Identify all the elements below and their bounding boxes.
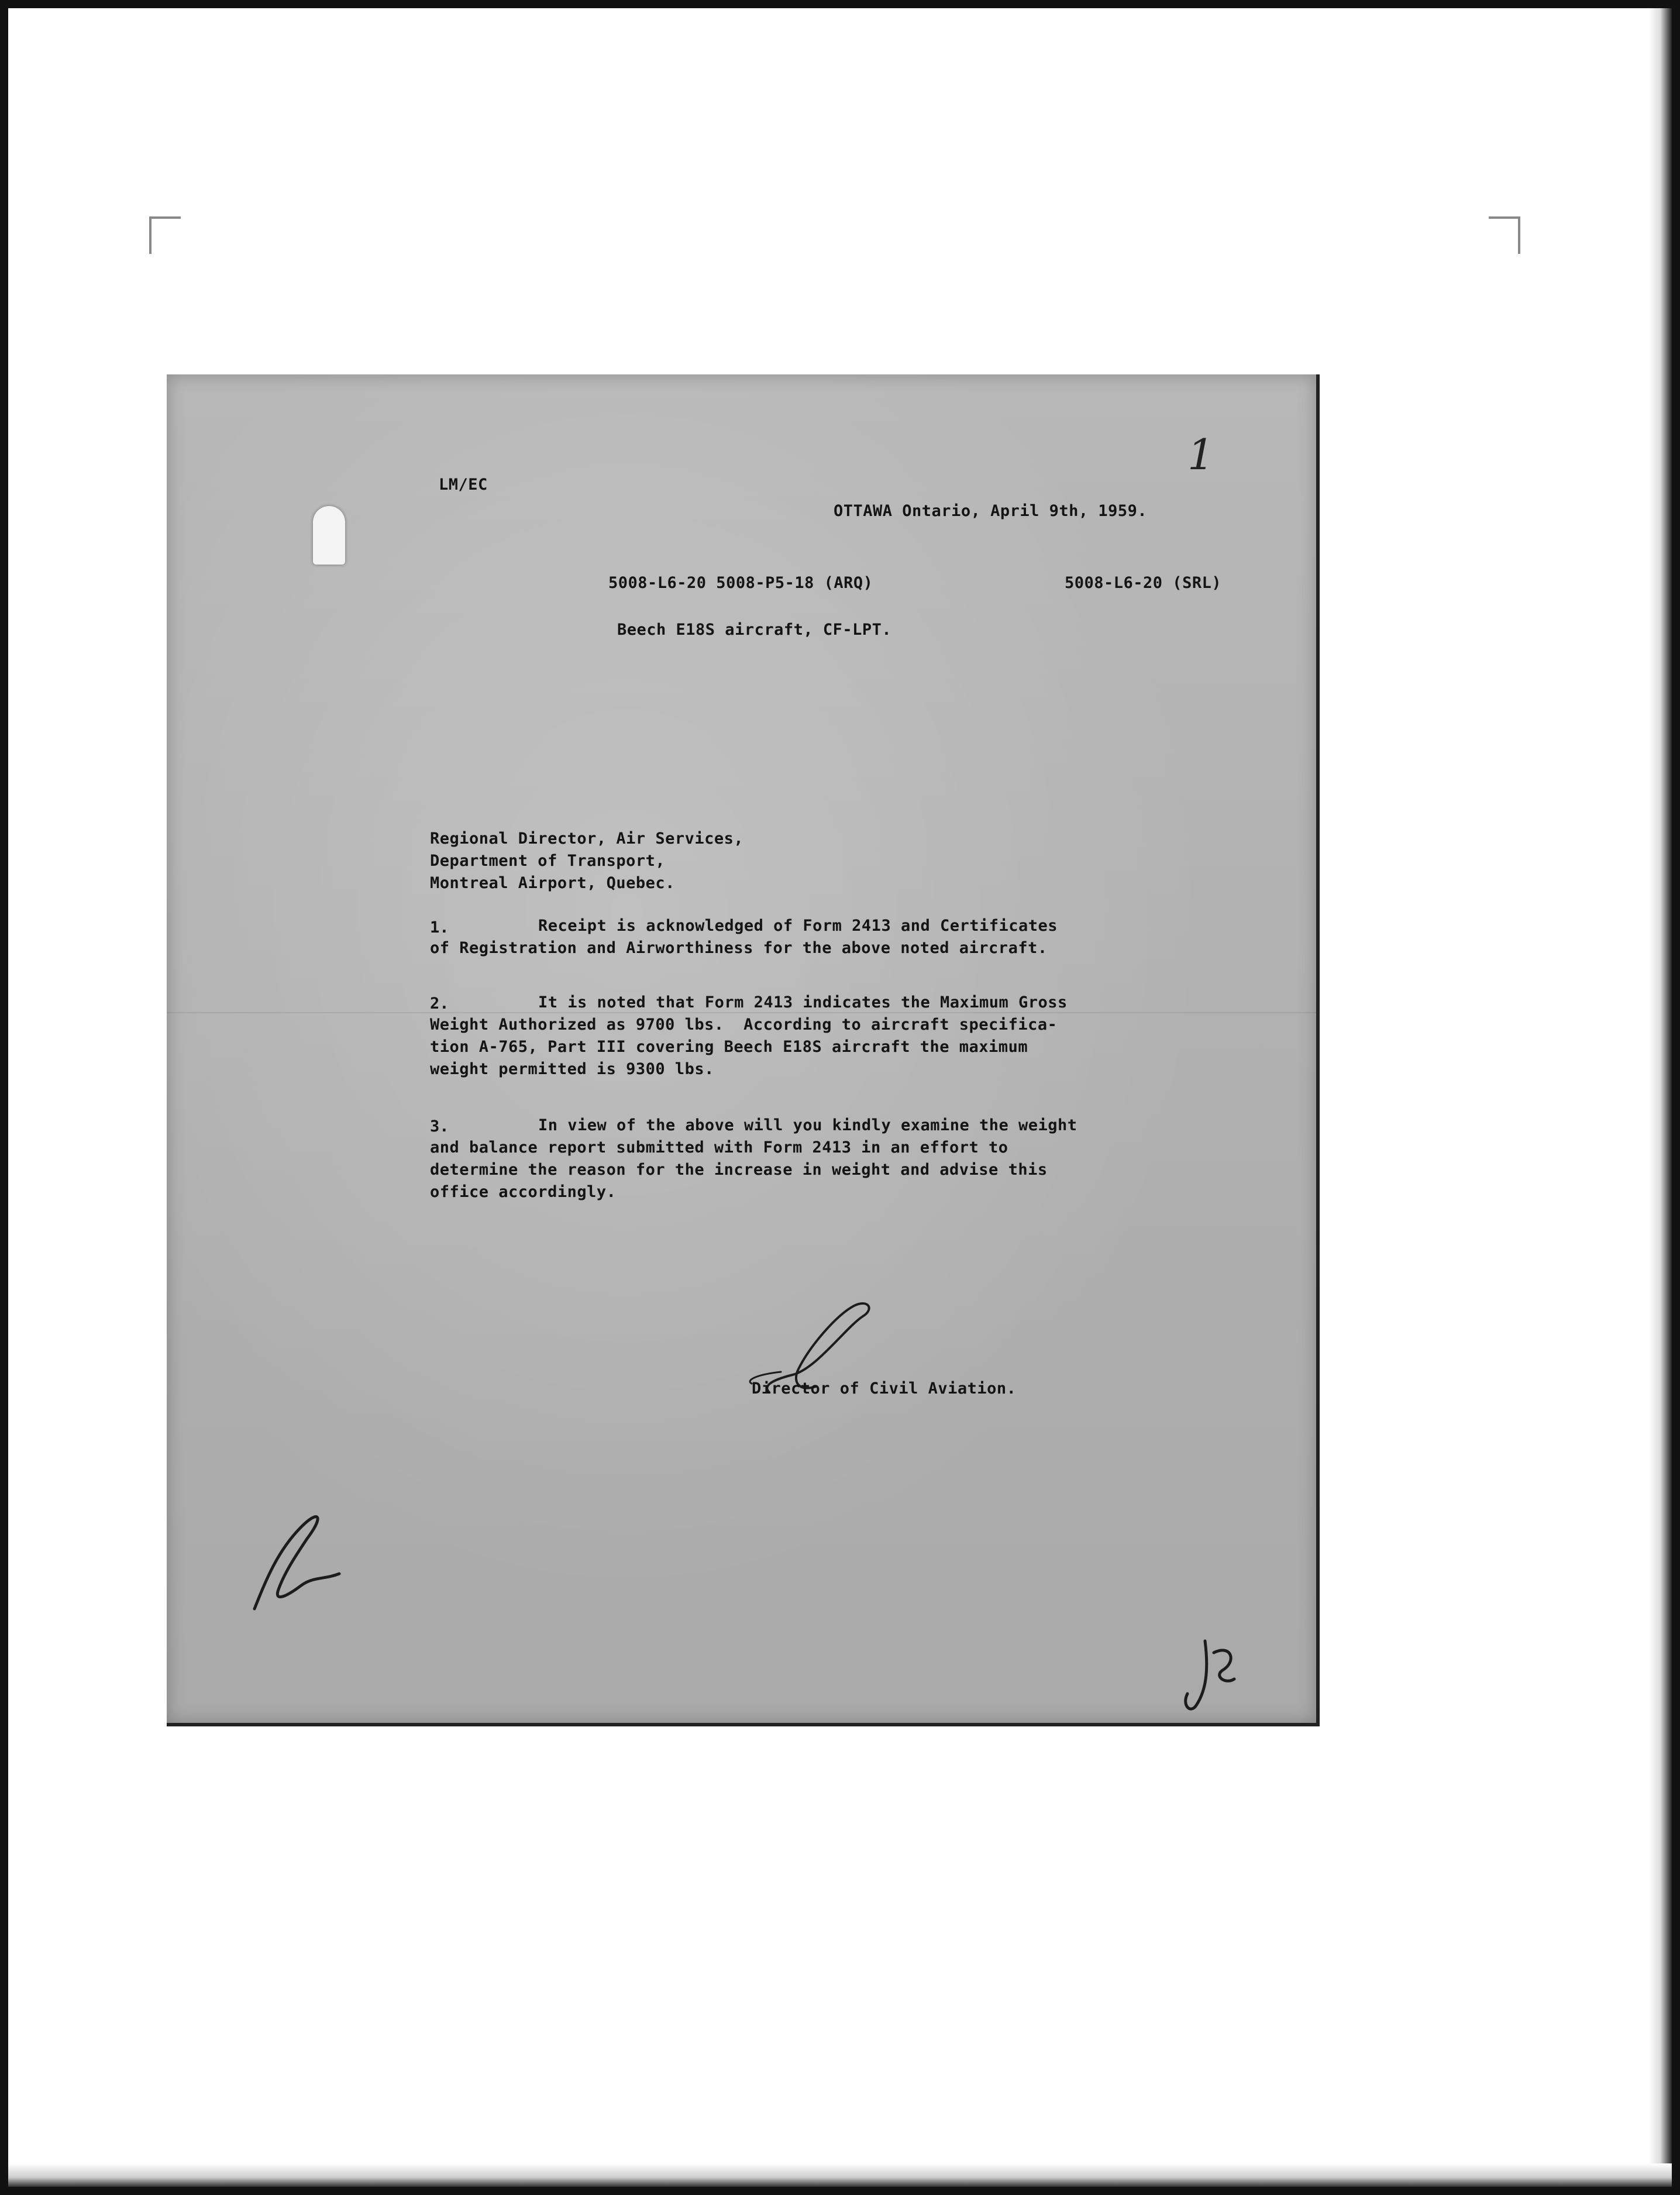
paragraph-line: In view of the above will you kindly examine the weight xyxy=(538,1116,1077,1134)
paragraph-line: and balance report submitted with Form 2413 in an effort to xyxy=(430,1138,1008,1157)
paragraph-line: It is noted that Form 2413 indicates the Maximum Gross xyxy=(538,993,1068,1012)
addressee-line: Regional Director, Air Services, xyxy=(430,830,744,848)
paragraph-number: 1. xyxy=(430,918,449,937)
signature-title: Director of Civil Aviation. xyxy=(752,1379,1017,1398)
paragraph-line: office accordingly. xyxy=(430,1183,617,1201)
paragraph-line: weight permitted is 9300 lbs. xyxy=(430,1060,714,1078)
addressee-line: Department of Transport, xyxy=(430,852,666,870)
paragraph-line: of Registration and Airworthiness for the above noted aircraft. xyxy=(430,939,1048,957)
crop-mark-top-right xyxy=(1489,216,1520,254)
reference-initials: LM/EC xyxy=(439,476,488,494)
initials-bottom-right xyxy=(1173,1629,1243,1717)
paragraph-line: determine the reason for the increase in weight and advise this xyxy=(430,1161,1048,1179)
paragraph-number: 3. xyxy=(430,1117,449,1136)
crop-mark-top-left xyxy=(149,216,181,254)
addressee-line: Montreal Airport, Quebec. xyxy=(430,874,675,892)
letter-sheet xyxy=(167,374,1320,1726)
place-date: OTTAWA Ontario, April 9th, 1959. xyxy=(834,502,1148,520)
file-reference-right: 5008-L6-20 (SRL) xyxy=(1065,574,1222,592)
page-mark: 1 xyxy=(1187,430,1214,479)
initials-bottom-left xyxy=(243,1492,360,1626)
subject-line: Beech E18S aircraft, CF-LPT. xyxy=(617,621,892,639)
film-edge-right xyxy=(1648,8,1672,2187)
paragraph-line: Receipt is acknowledged of Form 2413 and Certificates xyxy=(538,917,1058,935)
file-references: 5008-L6-20 5008-P5-18 (ARQ) xyxy=(608,574,873,592)
paragraph-line: tion A-765, Part III covering Beech E18S aircraft the maximum xyxy=(430,1038,1028,1056)
paragraph-number: 2. xyxy=(430,995,449,1013)
clip-hole xyxy=(313,506,345,565)
film-edge-bottom xyxy=(8,2163,1672,2187)
paragraph-line: Weight Authorized as 9700 lbs. According to aircraft specifica- xyxy=(430,1016,1058,1034)
